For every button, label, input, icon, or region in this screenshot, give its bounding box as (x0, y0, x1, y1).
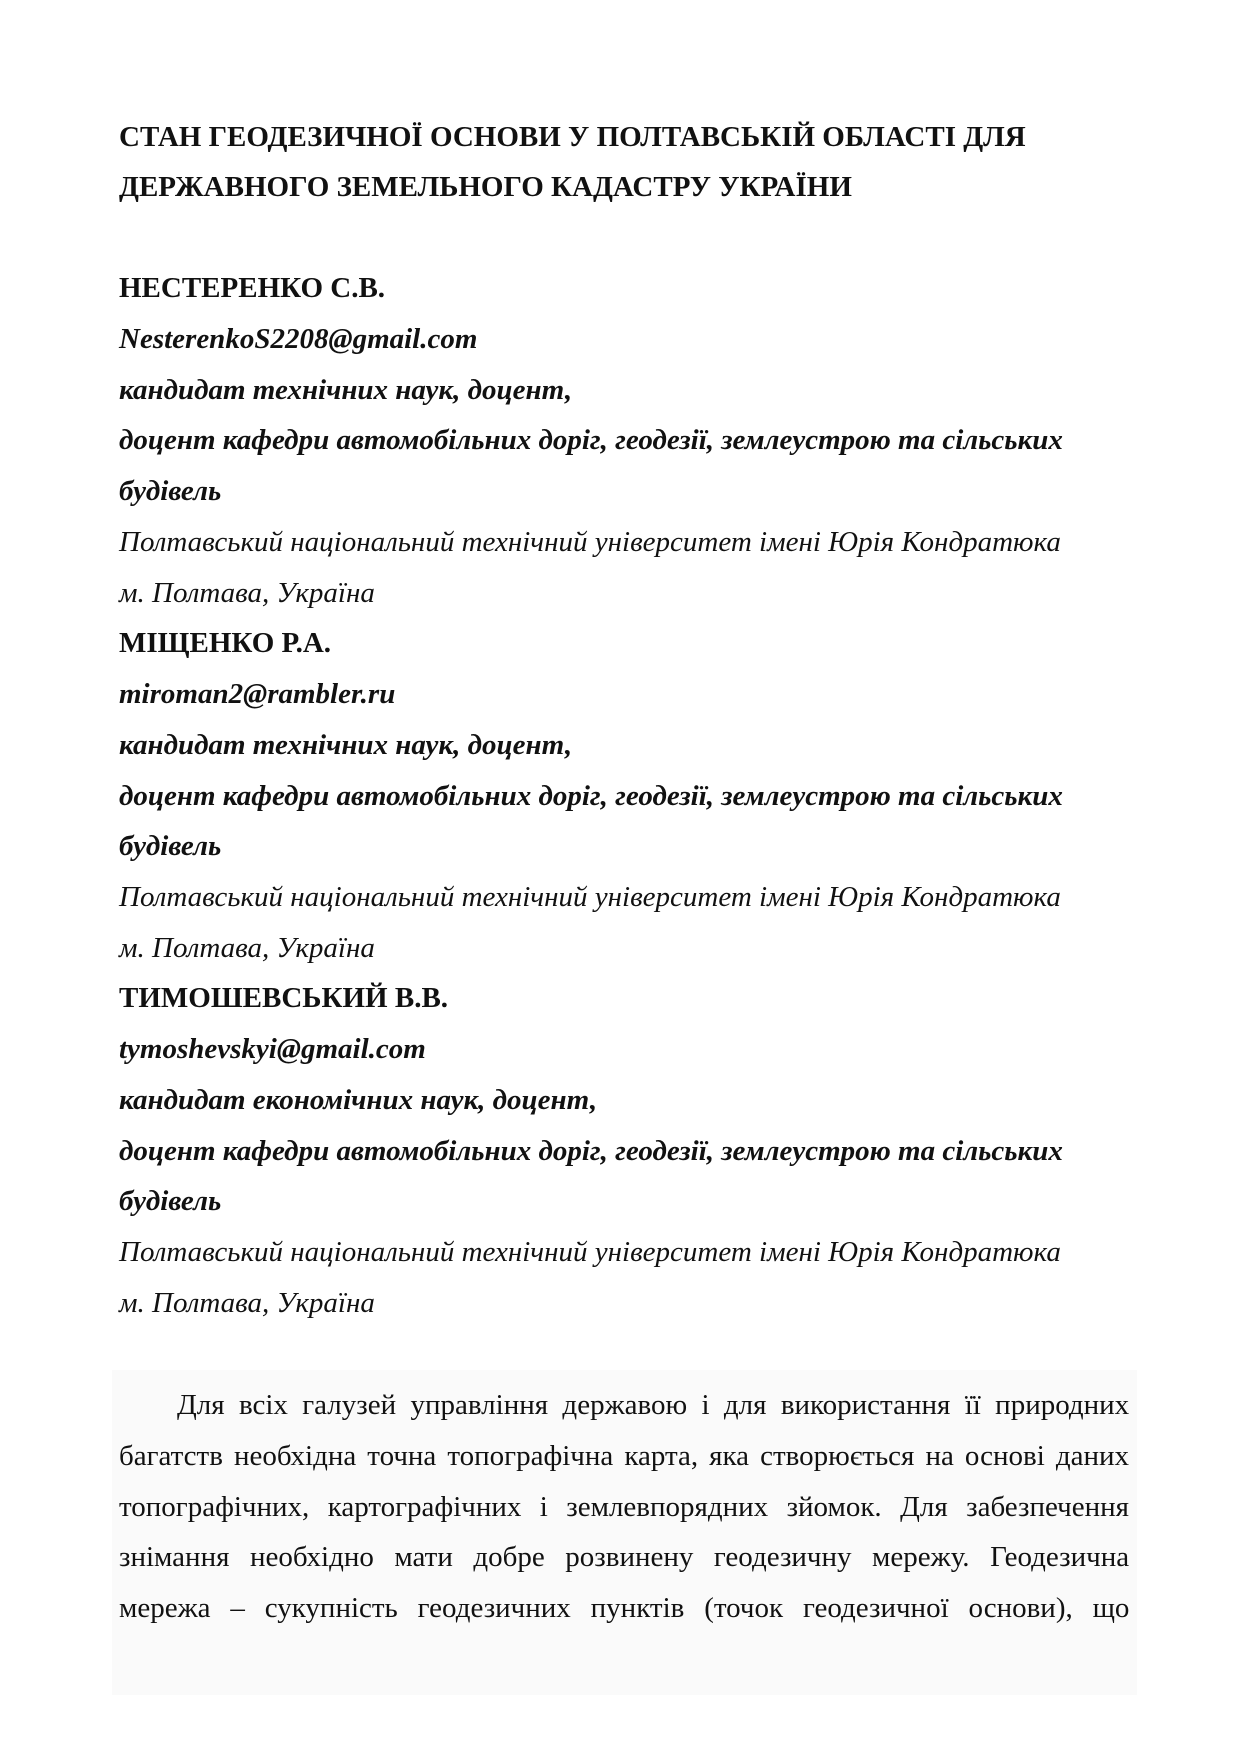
author-name: ТИМОШЕВСЬКИЙ В.В. (119, 982, 449, 1014)
author-position: будівель (119, 475, 222, 507)
title-line: СТАН ГЕОДЕЗИЧНОЇ ОСНОВИ У ПОЛТАВСЬКІЙ ОБЛАСТІ ДЛЯ (119, 121, 1026, 153)
author-city: м. Полтава, Україна (119, 1287, 375, 1319)
author-institution: Полтавський національний технічний університет імені Юрія Кондратюка (119, 1236, 1061, 1268)
author-name: НЕСТЕРЕНКО С.В. (119, 272, 386, 304)
author-city: м. Полтава, Україна (119, 932, 375, 964)
author-degree: кандидат економічних наук, доцент, (119, 1084, 598, 1116)
author-degree: кандидат технічних наук, доцент, (119, 729, 573, 761)
title-line: ДЕРЖАВНОГО ЗЕМЕЛЬНОГО КАДАСТРУ УКРАЇНИ (119, 171, 852, 203)
paragraph-line: багатств необхідна точна топографічна карта, яка створюється на основі даних (119, 1440, 1129, 1472)
author-name: МІЩЕНКО Р.А. (119, 627, 332, 659)
author-institution: Полтавський національний технічний університет імені Юрія Кондратюка (119, 526, 1061, 558)
author-degree: кандидат технічних наук, доцент, (119, 374, 573, 406)
author-position: доцент кафедри автомобільних доріг, геодезії, землеустрою та сільських (119, 1135, 1063, 1167)
paragraph-line: мережа – сукупність геодезичних пунктів (точок геодезичної основи), що (119, 1592, 1130, 1624)
author-email[interactable]: tymoshevskyi@gmail.com (119, 1033, 426, 1065)
author-city: м. Полтава, Україна (119, 577, 375, 609)
paragraph-line: топографічних, картографічних і землевпорядних зйомок. Для забезпечення (119, 1491, 1129, 1523)
paragraph-line: Для всіх галузей управління державою і для використання її природних (177, 1389, 1130, 1421)
paragraph-line: знімання необхідно мати добре розвинену геодезичну мережу. Геодезична (119, 1541, 1130, 1573)
author-position: доцент кафедри автомобільних доріг, геодезії, землеустрою та сільських (119, 424, 1063, 456)
author-institution: Полтавський національний технічний університет імені Юрія Кондратюка (119, 881, 1061, 913)
author-position: будівель (119, 1185, 222, 1217)
author-position: доцент кафедри автомобільних доріг, геодезії, землеустрою та сільських (119, 780, 1063, 812)
author-email[interactable]: miroman2@rambler.ru (119, 678, 396, 710)
author-email[interactable]: NesterenkoS2208@gmail.com (119, 323, 478, 355)
author-position: будівель (119, 830, 222, 862)
